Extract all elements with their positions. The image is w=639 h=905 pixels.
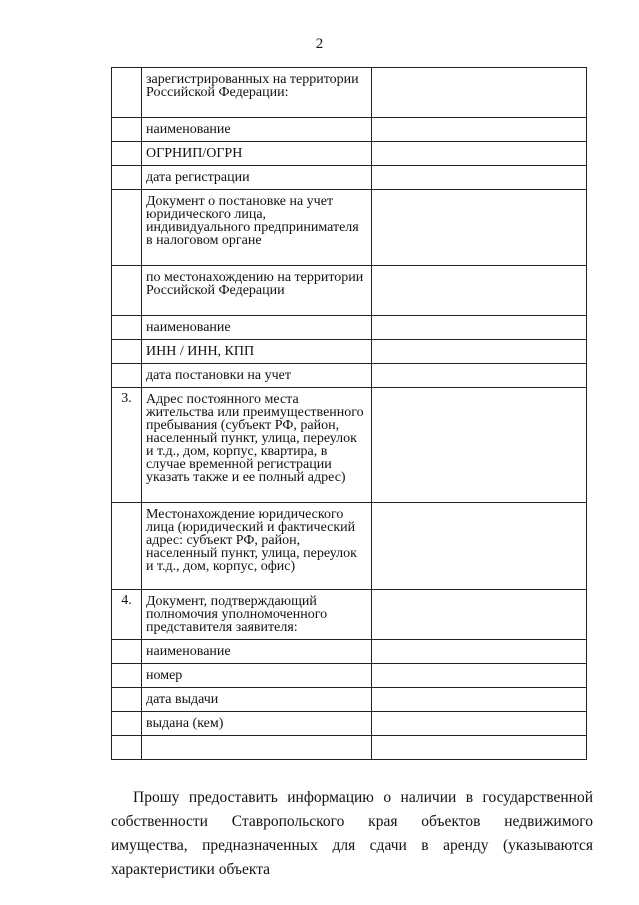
row-label: Местонахождение юридического лица (юридический и фактический адрес: субъект РФ, район, населенный пункт, улица, переулок и т.д., дом, корпус, офис) (142, 503, 372, 590)
row-number (112, 142, 142, 166)
row-value-cell (372, 688, 587, 712)
row-label: дата выдачи (142, 688, 372, 712)
table-row (112, 266, 587, 316)
row-value-cell (372, 190, 587, 266)
table-row (112, 190, 587, 266)
row-value-cell (372, 266, 587, 316)
table-row (112, 142, 587, 166)
row-label: номер (142, 664, 372, 688)
row-number (112, 166, 142, 190)
row-number (112, 712, 142, 736)
table-row (112, 688, 587, 712)
row-value-cell (372, 736, 587, 760)
row-number (112, 340, 142, 364)
table-row (112, 340, 587, 364)
row-number (112, 688, 142, 712)
row-value-cell (372, 142, 587, 166)
row-label: Документ, подтверждающий полномочия уполномоченного представителя заявителя: (142, 590, 372, 640)
row-number (112, 68, 142, 118)
row-value-cell (372, 640, 587, 664)
application-form-table (111, 67, 587, 760)
row-label: наименование (142, 640, 372, 664)
table-row (112, 640, 587, 664)
row-number (112, 503, 142, 590)
table-row (112, 388, 587, 503)
row-label: ОГРНИП/ОГРН (142, 142, 372, 166)
row-label: Адрес постоянного места жительства или преимущественного пребывания (субъект РФ, район, населенный пункт, улица, переулок и т.д., дом, корпус, квартира, в случае временной регистрации указать также и ее полный адрес) (142, 388, 372, 503)
row-number (112, 664, 142, 688)
closing-paragraph: Прошу предоставить информацию о наличии в государственной собственности Ставропольского края объектов недвижимого имущества, предназначенных для сдачи в аренду (указываются характеристики объекта (111, 789, 593, 878)
row-number: 3. (112, 388, 142, 503)
row-number (112, 266, 142, 316)
table-row (112, 712, 587, 736)
row-number (112, 640, 142, 664)
row-value-cell (372, 364, 587, 388)
row-number (112, 118, 142, 142)
row-label: ИНН / ИНН, КПП (142, 340, 372, 364)
row-label: Документ о постановке на учет юридического лица, индивидуального предпринимателя в налоговом органе (142, 190, 372, 266)
row-number: 4. (112, 590, 142, 640)
table-row (112, 736, 587, 760)
row-value-cell (372, 388, 587, 503)
table-row (112, 364, 587, 388)
row-value-cell (372, 503, 587, 590)
row-value-cell (372, 68, 587, 118)
row-value-cell (372, 590, 587, 640)
table-row (112, 664, 587, 688)
row-number (112, 736, 142, 760)
row-value-cell (372, 712, 587, 736)
row-number (112, 190, 142, 266)
row-number (112, 364, 142, 388)
row-label (142, 736, 372, 760)
table-row (112, 68, 587, 118)
row-number (112, 316, 142, 340)
row-value-cell (372, 166, 587, 190)
row-value-cell (372, 664, 587, 688)
table-row (112, 590, 587, 640)
row-value-cell (372, 340, 587, 364)
row-label: наименование (142, 118, 372, 142)
row-value-cell (372, 316, 587, 340)
table-row (112, 118, 587, 142)
page-number: 2 (315, 36, 324, 52)
row-value-cell (372, 118, 587, 142)
row-label: наименование (142, 316, 372, 340)
row-label: по местонахождению на территории Российской Федерации (142, 266, 372, 316)
table-row (112, 166, 587, 190)
table-row (112, 503, 587, 590)
row-label: дата постановки на учет (142, 364, 372, 388)
row-label: дата регистрации (142, 166, 372, 190)
table-row (112, 316, 587, 340)
row-label: зарегистрированных на территории Российской Федерации: (142, 68, 372, 118)
row-label: выдана (кем) (142, 712, 372, 736)
